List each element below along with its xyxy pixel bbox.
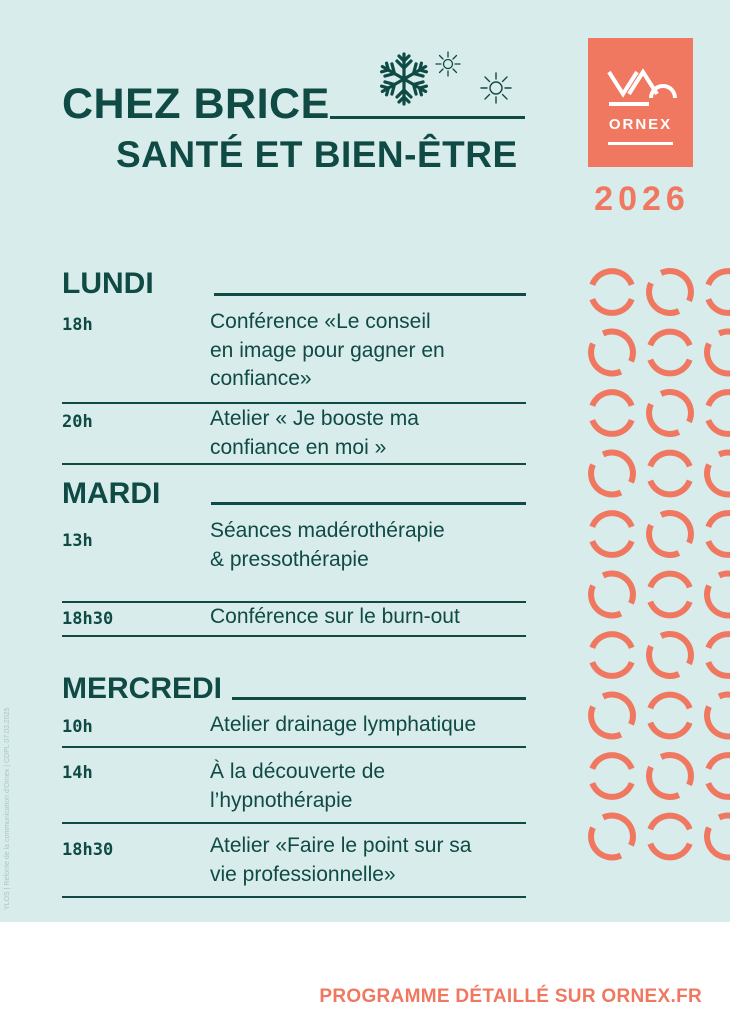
event-time: 13h — [62, 531, 93, 551]
snowflake-icon — [376, 50, 432, 108]
day-underline — [211, 502, 526, 505]
row-separator — [62, 402, 526, 404]
pattern-ring-segment — [708, 513, 730, 527]
pattern-ring-segment — [708, 271, 730, 285]
event-time: 20h — [62, 412, 93, 432]
pattern-ring-segment — [719, 574, 730, 604]
event-time: 10h — [62, 717, 93, 737]
year: 2026 — [594, 180, 690, 218]
event-description: Conférence sur le burn-out — [210, 605, 460, 628]
sun-icon — [435, 51, 461, 77]
pattern-ring-segment — [661, 271, 691, 301]
ornex-logo — [588, 38, 693, 167]
pattern-ring-segment — [592, 634, 631, 648]
day-underline — [214, 293, 526, 296]
pattern-ring-segment — [591, 707, 621, 737]
page-subtitle: SANTÉ ET BIEN-ÊTRE — [116, 134, 518, 175]
pattern-ring-segment — [707, 586, 730, 616]
event-time: 18h30 — [62, 609, 114, 629]
pattern-ring-segment — [661, 755, 691, 785]
event-description: À la découverte de l’hypnothérapie — [210, 760, 386, 812]
pattern-ring-segment — [650, 360, 689, 374]
pattern-ring-segment — [661, 513, 691, 543]
ornex-logo-icon — [605, 64, 677, 110]
pattern-ring-segment — [649, 404, 679, 434]
circle-pattern — [580, 262, 730, 872]
pattern-ring-segment — [650, 844, 689, 858]
pattern-ring-segment — [661, 634, 691, 664]
pattern-ring-segment — [708, 392, 730, 406]
pattern-ring-segment — [650, 723, 689, 737]
pattern-ring-segment — [592, 662, 631, 676]
day-heading-lundi: LUNDI — [62, 267, 154, 300]
pattern-ring-segment — [708, 783, 730, 797]
event-description: Atelier drainage lymphatique — [210, 713, 477, 736]
pattern-ring-segment — [649, 646, 679, 676]
pattern-ring-segment — [707, 344, 730, 374]
pattern-ring-segment — [592, 783, 631, 797]
logo-underline — [608, 142, 673, 145]
pattern-ring-segment — [591, 828, 621, 858]
pattern-ring-segment — [591, 344, 621, 374]
pattern-ring-segment — [650, 332, 689, 346]
event-time: 18h30 — [62, 840, 114, 860]
pattern-ring-segment — [649, 525, 679, 555]
event-description: Atelier « Je booste ma confiance en moi » — [210, 407, 419, 459]
pattern-ring-segment — [719, 816, 730, 846]
row-separator — [62, 822, 526, 824]
pattern-ring-segment — [592, 541, 631, 555]
pattern-ring-segment — [719, 695, 730, 725]
pattern-ring-segment — [661, 392, 691, 422]
pattern-ring-segment — [708, 634, 730, 648]
row-separator — [62, 896, 526, 898]
pattern-ring-segment — [603, 332, 633, 362]
pattern-ring-segment — [650, 453, 689, 467]
row-separator — [62, 746, 526, 748]
pattern-ring-segment — [650, 602, 689, 616]
pattern-ring-segment — [708, 541, 730, 555]
pattern-ring-segment — [708, 662, 730, 676]
pattern-ring-segment — [707, 828, 730, 858]
pattern-ring-segment — [603, 574, 633, 604]
pattern-ring-segment — [649, 767, 679, 797]
pattern-ring-segment — [708, 420, 730, 434]
pattern-ring-segment — [592, 513, 631, 527]
title-underline — [330, 116, 525, 119]
event-description: Atelier «Faire le point sur sa vie professionnelle» — [210, 834, 472, 886]
event-time: 14h — [62, 763, 93, 783]
pattern-ring-segment — [592, 299, 631, 313]
pattern-ring-segment — [592, 755, 631, 769]
pattern-ring-segment — [592, 420, 631, 434]
side-credit-text: YLOS | Refonte de la communication d'Ornex | CDPL 07.03.2025 — [4, 707, 11, 910]
footer-link-text: PROGRAMME DÉTAILLÉ SUR ORNEX.FR — [319, 986, 702, 1007]
pattern-ring-segment — [603, 695, 633, 725]
pattern-ring-segment — [719, 453, 730, 483]
logo-text: ORNEX — [608, 116, 673, 133]
sun-icon — [479, 71, 513, 105]
pattern-ring-segment — [650, 481, 689, 495]
row-separator — [62, 635, 526, 637]
pattern-ring-segment — [592, 271, 631, 285]
pattern-ring-segment — [591, 465, 621, 495]
pattern-ring-segment — [649, 283, 679, 313]
day-underline — [232, 697, 526, 700]
event-description: Conférence «Le conseil en image pour gagner en confiance» — [210, 310, 445, 390]
page-title: CHEZ BRICE — [62, 80, 330, 128]
pattern-ring-segment — [707, 465, 730, 495]
pattern-ring-segment — [592, 392, 631, 406]
pattern-ring-segment — [719, 332, 730, 362]
pattern-ring-segment — [603, 453, 633, 483]
pattern-ring-segment — [708, 299, 730, 313]
event-time: 18h — [62, 315, 93, 335]
pattern-ring-segment — [591, 586, 621, 616]
pattern-ring-segment — [650, 816, 689, 830]
day-heading-mercredi: MERCREDI — [62, 672, 223, 705]
pattern-ring-segment — [650, 695, 689, 709]
event-description: Séances madérothérapie & pressothérapie — [210, 519, 445, 571]
pattern-ring-segment — [603, 816, 633, 846]
pattern-ring-segment — [707, 707, 730, 737]
pattern-ring-segment — [650, 574, 689, 588]
day-heading-mardi: MARDI — [62, 477, 161, 510]
pattern-ring-segment — [708, 755, 730, 769]
row-separator — [62, 463, 526, 465]
